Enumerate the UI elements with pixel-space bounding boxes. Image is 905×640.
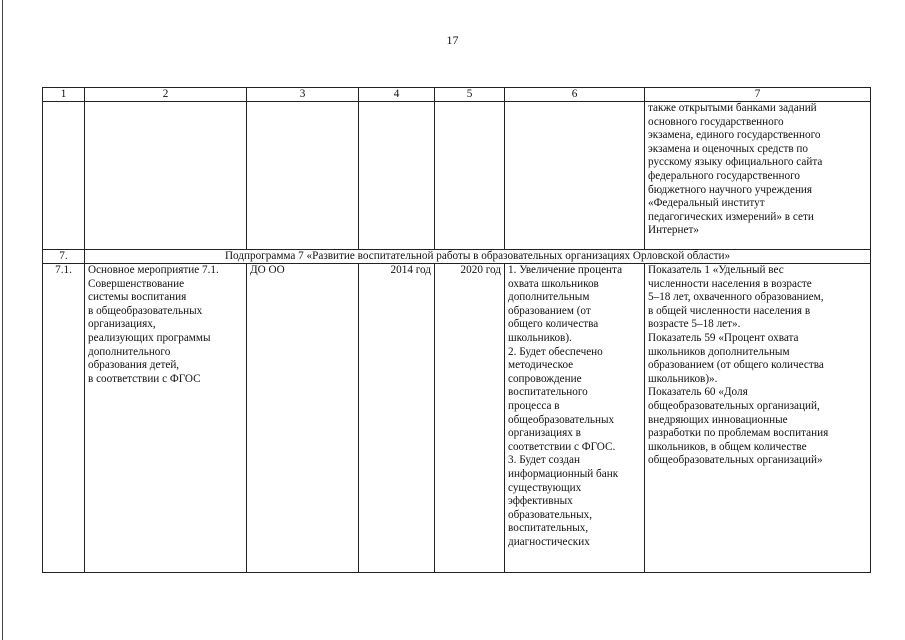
text-line: общего количества <box>508 318 599 331</box>
text-line: образовательных, <box>508 508 593 521</box>
text-line: Показатель 60 «Доля <box>648 386 748 399</box>
column-header: 4 <box>359 88 435 102</box>
text-line: образованием (от <box>508 304 591 317</box>
column-number-header-row <box>43 88 871 102</box>
text-line: 5–18 лет, охваченного образованием, <box>648 291 824 304</box>
text-line: процесса в <box>508 399 560 412</box>
text-line: школьников)». <box>648 372 718 385</box>
measure-number: 7.1. <box>43 264 85 573</box>
start-year-cell: 2014 год <box>359 264 435 573</box>
expected-results-cell <box>505 264 645 573</box>
text-line: в общей численности населения в <box>648 304 811 317</box>
text-line: дополнительного <box>88 345 171 358</box>
text-line: бюджетного научного учреждения <box>648 183 813 196</box>
text-line: педагогических измерений» в сети <box>648 210 814 223</box>
text-line: эффективных <box>508 495 573 508</box>
end-year-cell: 2020 год <box>435 264 505 573</box>
page-number: 17 <box>446 33 459 47</box>
measure-row <box>43 264 871 573</box>
text-line: методическое <box>508 359 574 372</box>
text-line: информационный банк <box>508 467 619 480</box>
text-line: русскому языку официального сайта <box>648 156 823 169</box>
text-line: организациях, <box>88 318 156 331</box>
text-line: школьников). <box>508 331 572 344</box>
text-line: численности населения в возрасте <box>648 277 812 290</box>
text-line: сопровождение <box>508 372 582 385</box>
scan-edge-line <box>2 0 3 640</box>
text-line: общеобразовательных организаций, <box>648 399 820 412</box>
text-line: образования детей, <box>88 359 180 372</box>
continuation-row <box>43 102 871 250</box>
text-line: Показатель 59 «Процент охвата <box>648 331 799 344</box>
column-header: 5 <box>435 88 505 102</box>
empty-cell <box>359 102 435 250</box>
text-line: «Федеральный институт <box>648 197 765 210</box>
empty-cell <box>435 102 505 250</box>
text-line: возрасте 5–18 лет». <box>648 318 741 331</box>
text-line: в соответствии с ФГОС <box>88 372 201 385</box>
text-line: разработки по проблемам воспитания <box>648 427 829 440</box>
text-line: в общеобразовательных <box>88 304 203 317</box>
text-line: Основное мероприятие 7.1. <box>88 264 219 276</box>
text-line: 2. Будет обеспечено <box>508 345 603 358</box>
subprogram-title: Подпрограмма 7 «Развитие воспитательной работы в образовательных организациях Орловской области» <box>85 250 871 264</box>
text-line: общеобразовательных организаций» <box>648 454 823 467</box>
text-line: организациях в <box>508 427 581 440</box>
text-line: Интернет» <box>648 224 699 237</box>
indicators-cell <box>645 264 871 573</box>
column-header: 1 <box>43 88 85 102</box>
text-line: также открытыми банками заданий <box>648 102 817 114</box>
text-line: соответствии с ФГОС. <box>508 440 616 453</box>
text-line: системы воспитания <box>88 291 187 304</box>
text-line: охвата школьников <box>508 277 599 290</box>
text-line: воспитательных, <box>508 522 589 535</box>
text-line: основного государственного <box>648 115 784 128</box>
executor-cell: ДО ОО <box>247 264 359 573</box>
text-line: федерального государственного <box>648 169 800 182</box>
empty-cell <box>43 102 85 250</box>
column-header: 2 <box>85 88 247 102</box>
continuation-indicators-cell <box>645 102 871 250</box>
text-line: диагностических <box>508 535 590 548</box>
text-line: экзамена и оценочных средств по <box>648 142 808 155</box>
empty-cell <box>85 102 247 250</box>
column-header: 3 <box>247 88 359 102</box>
subprogram-number: 7. <box>43 250 85 264</box>
subprogram-row <box>43 250 871 264</box>
text-line: образованием (от общего количества <box>648 359 824 372</box>
text-line: реализующих программы <box>88 331 211 344</box>
text-line: школьников дополнительным <box>648 345 790 358</box>
measures-table <box>42 87 871 573</box>
text-line: школьников, в общем количестве <box>648 440 807 453</box>
text-line: общеобразовательных <box>508 413 615 426</box>
empty-cell <box>247 102 359 250</box>
text-line: Совершенствование <box>88 277 185 290</box>
text-line: 3. Будет создан <box>508 454 580 467</box>
text-line: внедряющих инновационные <box>648 413 788 426</box>
text-line: экзамена, единого государственного <box>648 129 821 142</box>
column-header: 6 <box>505 88 645 102</box>
text-line: 1. Увеличение процента <box>508 264 623 276</box>
empty-cell <box>505 102 645 250</box>
text-line: Показатель 1 «Удельный вес <box>648 264 784 276</box>
column-header: 7 <box>645 88 871 102</box>
text-line: существующих <box>508 481 582 494</box>
measure-name-cell <box>85 264 247 573</box>
text-line: дополнительным <box>508 291 590 304</box>
text-line: воспитательного <box>508 386 588 399</box>
